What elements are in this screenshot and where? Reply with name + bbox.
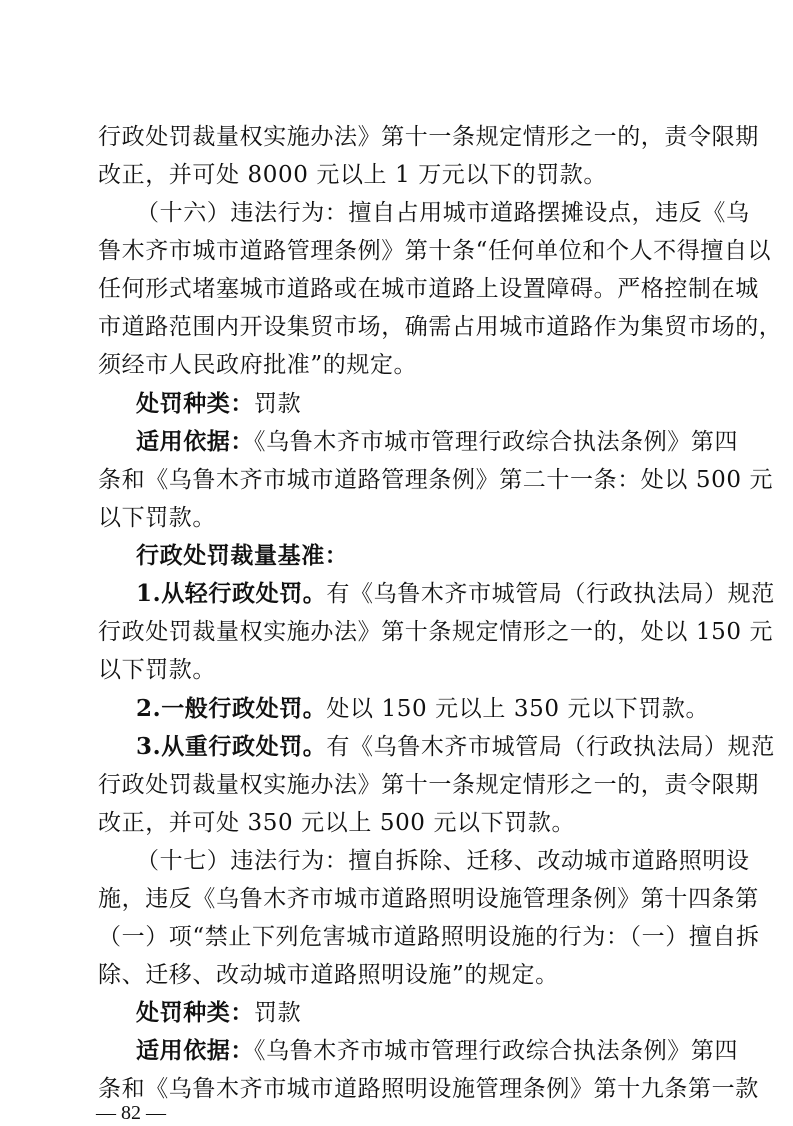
- legal-basis-value: 《乌鲁木齐市城市管理行政综合执法条例》第四: [254, 429, 739, 455]
- severe-penalty-label: 3.从重行政处罚。: [136, 733, 327, 760]
- body-text-line: 条和《乌鲁木齐市城市道路照明设施管理条例》第十九条第一款: [98, 1076, 759, 1102]
- general-penalty-label: 2.一般行政处罚。: [136, 695, 327, 722]
- legal-basis-label: 适用依据：: [136, 1037, 254, 1064]
- body-text-line: （一）项“禁止下列危害城市道路照明设施的行为：（一）擅自拆: [98, 924, 760, 950]
- page-number: — 82 —: [96, 1102, 166, 1124]
- severe-penalty-line: 3.从重行政处罚。有《乌鲁木齐市城管局（行政执法局）规范: [136, 733, 775, 760]
- legal-basis-label: 适用依据：: [136, 428, 254, 455]
- penalty-type-label: 处罚种类：: [136, 999, 254, 1026]
- paragraph-heading-16: （十六）违法行为：擅自占用城市道路摆摊设点，违反《乌: [136, 200, 750, 226]
- body-text-line: 行政处罚裁量权实施办法》第十一条规定情形之一的，责令限期: [98, 124, 759, 150]
- penalty-type-value: 罚款: [254, 1000, 302, 1026]
- penalty-type-line: [136, 389, 698, 419]
- body-text-line: 行政处罚裁量权实施办法》第十一条规定情形之一的，责令限期: [98, 772, 759, 798]
- body-text-line: 条和《乌鲁木齐市城市道路管理条例》第二十一条：处以 500 元: [98, 467, 774, 493]
- penalty-type-line: [136, 998, 698, 1028]
- body-text-line: 除、迁移、改动城市道路照明设施”的规定。: [98, 962, 559, 988]
- paragraph-heading-17: （十七）违法行为：擅自拆除、迁移、改动城市道路照明设: [136, 848, 750, 874]
- legal-basis-value: 《乌鲁木齐市城市管理行政综合执法条例》第四: [254, 1038, 739, 1064]
- discretion-standard-heading: 行政处罚裁量基准：: [136, 542, 349, 569]
- legal-basis-line: [136, 427, 739, 457]
- body-text-line: 任何形式堵塞城市道路或在城市道路上设置障碍。严格控制在城: [98, 276, 759, 302]
- lenient-penalty-line: 1.从轻行政处罚。有《乌鲁木齐市城管局（行政执法局）规范: [136, 580, 775, 607]
- legal-basis-line: [136, 1036, 739, 1066]
- lenient-penalty-label: 1.从轻行政处罚。: [136, 580, 327, 607]
- penalty-type-value: 罚款: [254, 391, 302, 417]
- body-text-line: 施，违反《乌鲁木齐市城市道路照明设施管理条例》第十四条第: [98, 886, 759, 912]
- body-text-line: 改正，并可处 350 元以上 500 元以下罚款。: [98, 810, 576, 836]
- body-text-line: 以下罚款。: [98, 505, 216, 531]
- body-text-line: 改正，并可处 8000 元以上 1 万元以下的罚款。: [98, 162, 608, 188]
- general-penalty-line: 2.一般行政处罚。处以 150 元以上 350 元以下罚款。: [136, 695, 710, 722]
- body-text-line: 市道路范围内开设集贸市场，确需占用城市道路作为集贸市场的，: [98, 314, 783, 340]
- body-text-line: 须经市人民政府批准”的规定。: [98, 352, 418, 378]
- body-text-line: 以下罚款。: [98, 657, 216, 683]
- penalty-type-label: 处罚种类：: [136, 390, 254, 417]
- body-text-line: 行政处罚裁量权实施办法》第十条规定情形之一的，处以 150 元: [98, 619, 774, 645]
- body-text-line: 鲁木齐市城市道路管理条例》第十条“任何单位和个人不得擅自以: [98, 238, 772, 264]
